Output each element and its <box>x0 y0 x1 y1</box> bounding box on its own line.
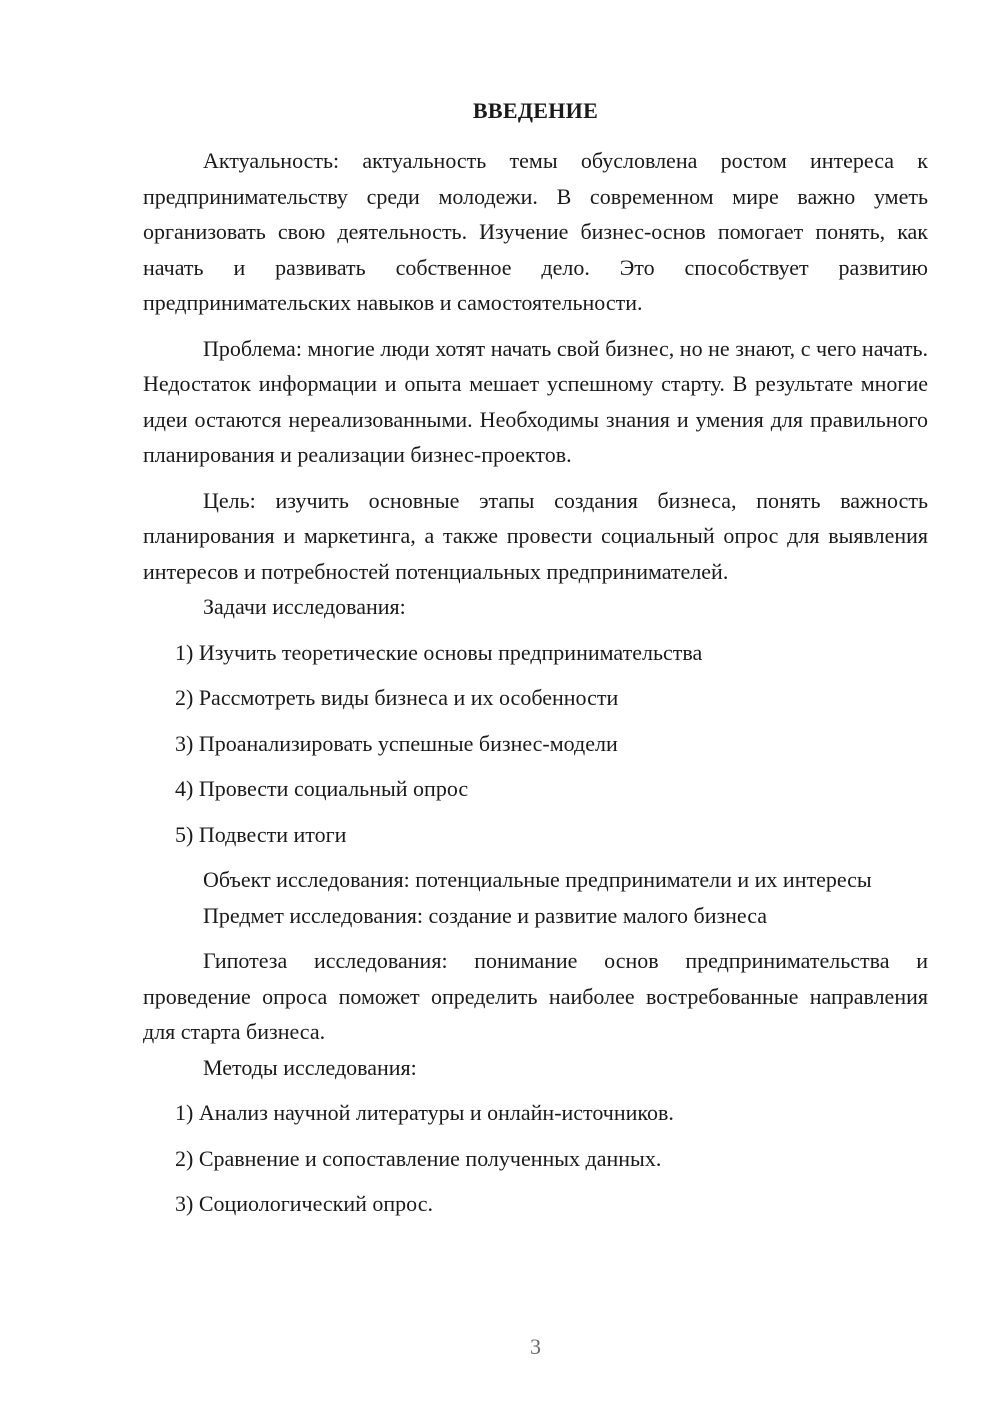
methods-list <box>143 1095 928 1222</box>
list-item: 2) Сравнение и сопоставление полученных данных. <box>175 1145 662 1171</box>
list-item: 5) Подвести итоги <box>175 821 347 847</box>
tasks-heading: Задачи исследования: <box>203 594 406 619</box>
goal-paragraph: Цель: изучить основные этапы создания бизнеса, понять важность планирования и маркетинга, а также провести социальный опрос для выявления интересов и потребностей потенциальных предпринимателей. <box>143 487 928 584</box>
list-item: 1) Анализ научной литературы и онлайн-источников. <box>175 1100 674 1125</box>
list-item: 1) Изучить теоретические основы предпринимательства <box>175 639 703 665</box>
tasks-list <box>143 635 928 853</box>
section-title: ВВЕДЕНИЕ <box>472 98 599 123</box>
list-item: 3) Проанализировать успешные бизнес-модели <box>175 730 618 756</box>
page-number: 3 <box>530 1334 541 1359</box>
list-item: 3) Социологический опрос. <box>175 1191 433 1216</box>
document-page <box>143 0 928 1414</box>
subject-paragraph: Предмет исследования: создание и развитие малого бизнеса <box>203 902 768 928</box>
relevance-paragraph: Актуальность: актуальность темы обусловлена ростом интереса к предпринимательству среди молодежи. В современном мире важно уметь организовать свою деятельность. Изучение бизнес-основ помогает понять, как начать и развивать собственное дело. Это способствует развитию предпринимательских навыков и самостоятельности. <box>143 148 928 315</box>
methods-heading: Методы исследования: <box>203 1054 417 1080</box>
list-item: 2) Рассмотреть виды бизнеса и их особенности <box>175 685 619 710</box>
object-paragraph: Объект исследования: потенциальные предприниматели и их интересы <box>203 867 872 892</box>
problem-paragraph: Проблема: многие люди хотят начать свой бизнес, но не знают, с чего начать. Недостаток информации и опыта мешает успешному старту. В результате многие идеи остаются нереализованными. Необходимы знания и умения для правильного планирования и реализации бизнес-проектов. <box>143 335 928 467</box>
hypothesis-paragraph: Гипотеза исследования: понимание основ предпринимательства и проведение опроса поможет определить наиболее востребованные направления для старта бизнеса. <box>143 948 928 1044</box>
body-text <box>143 143 928 1222</box>
list-item: 4) Провести социальный опрос <box>175 776 469 801</box>
